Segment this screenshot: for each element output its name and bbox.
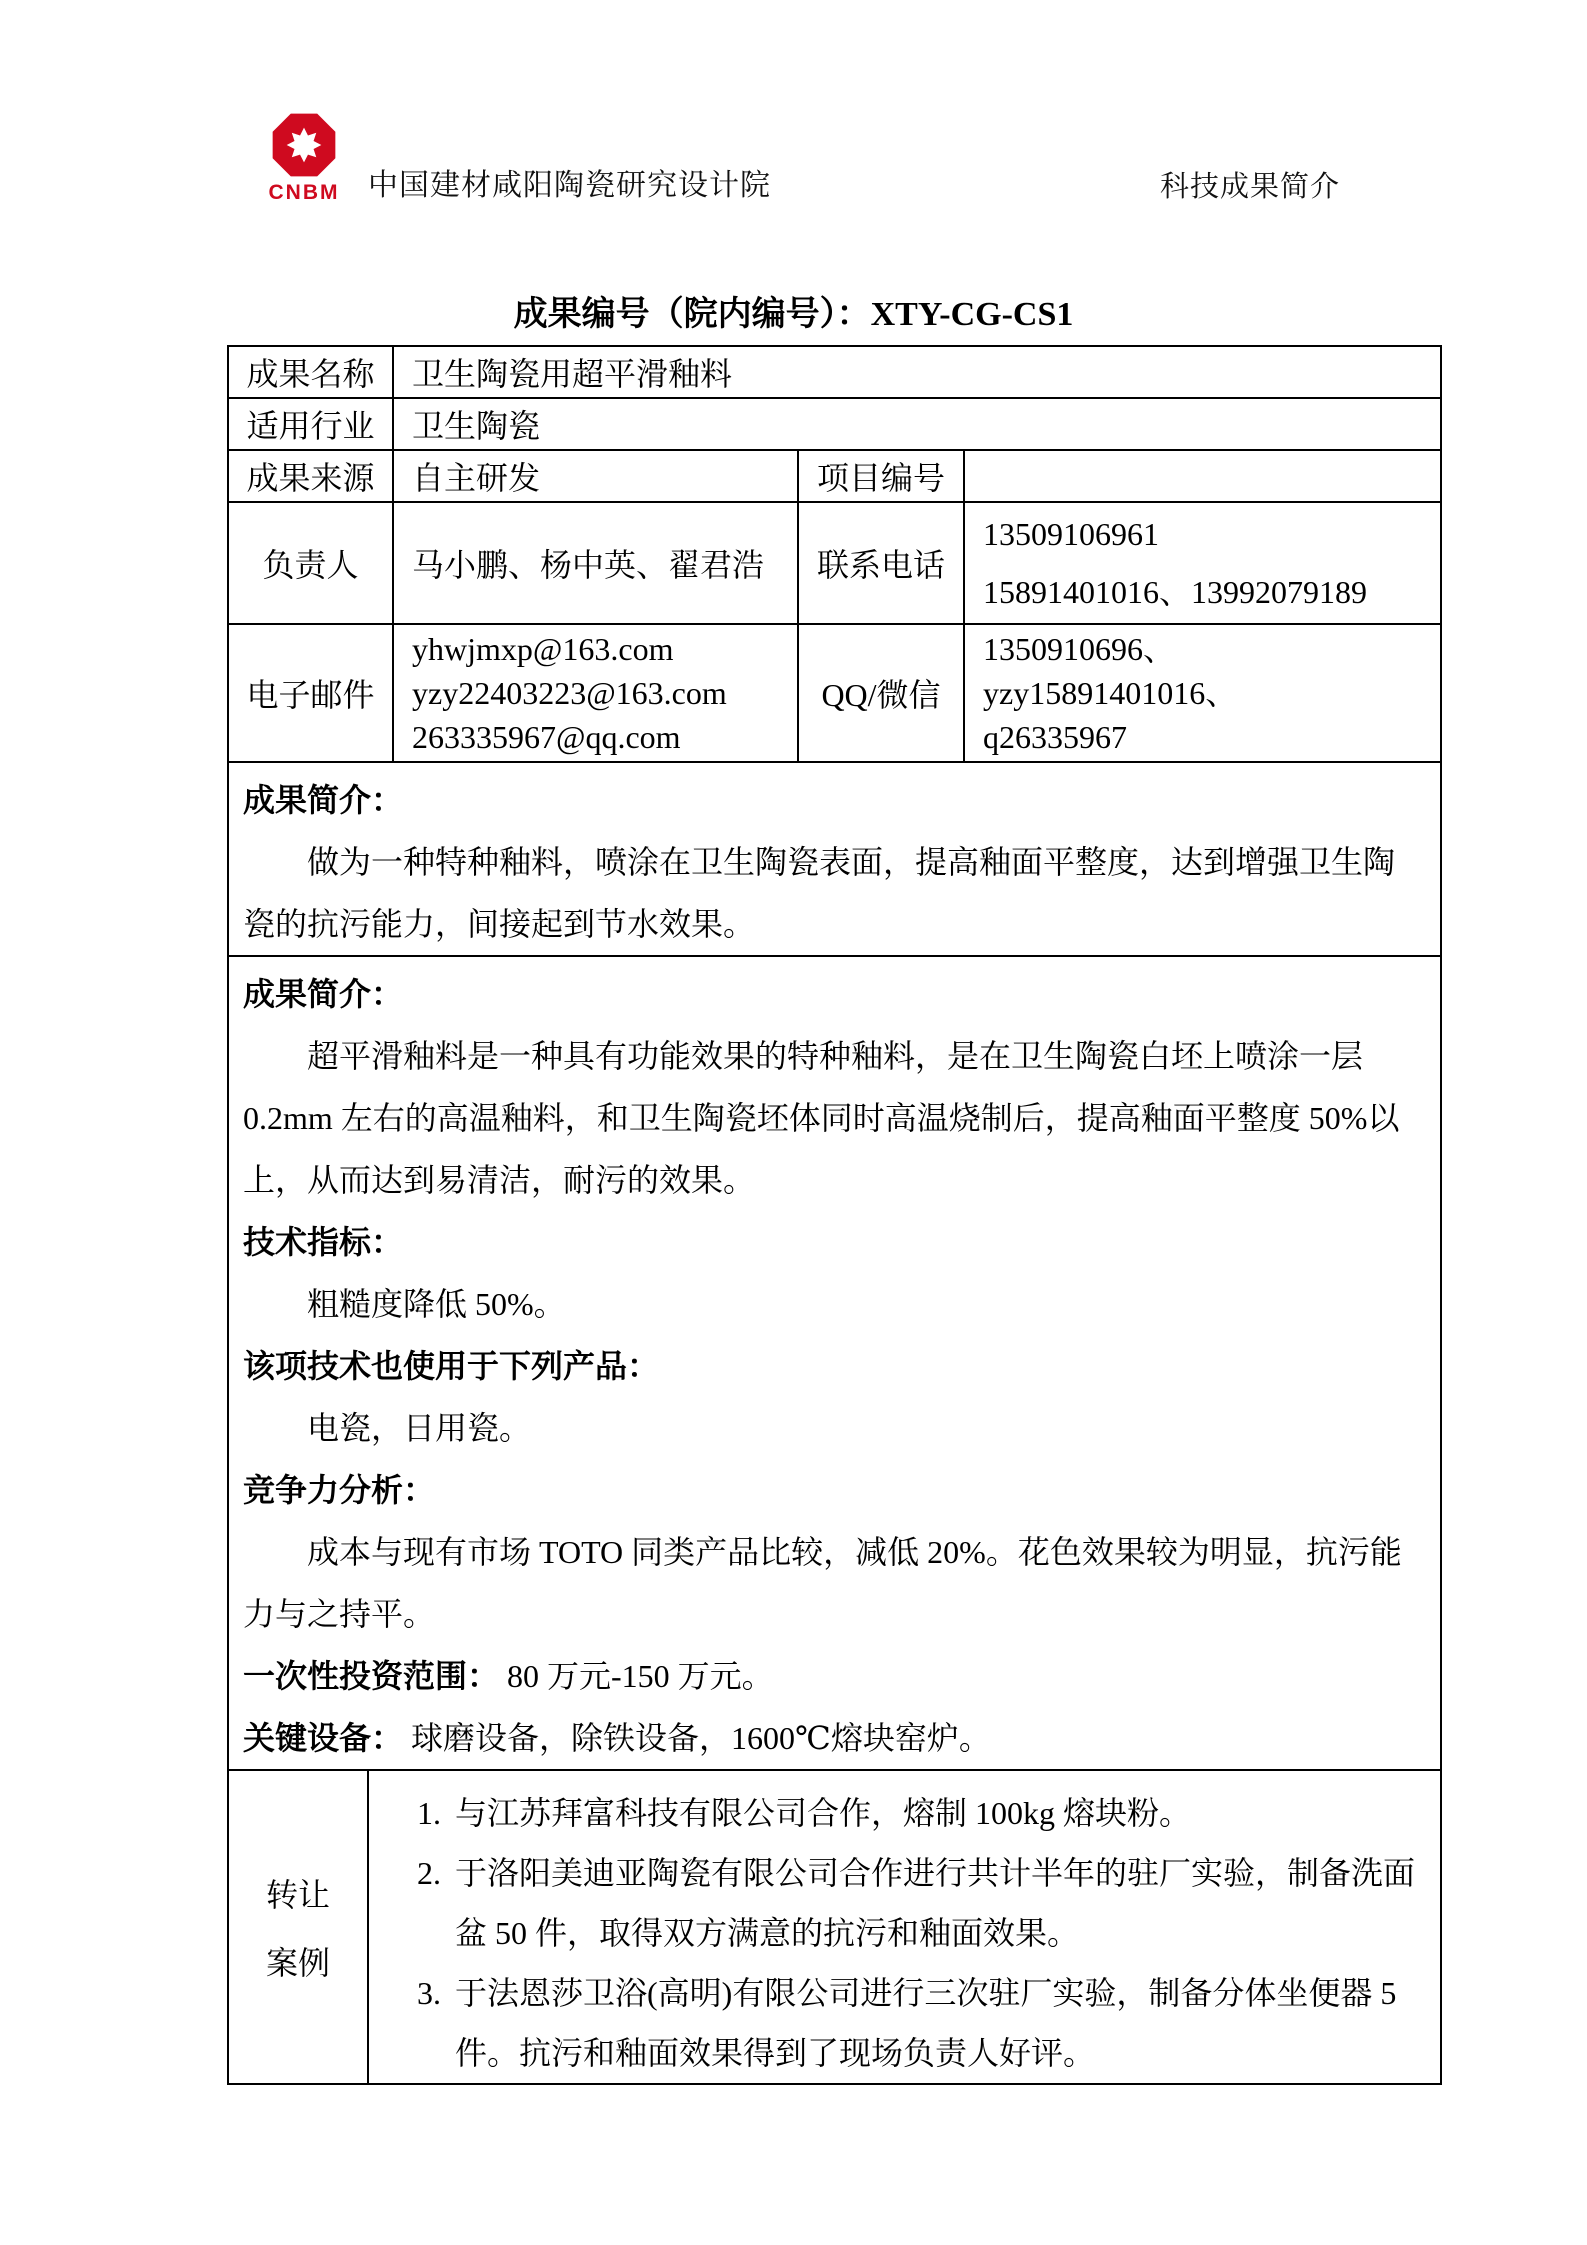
transfer-label-line: 转让	[265, 1877, 330, 1913]
equipment-value: 球磨设备，除铁设备，1600℃熔块窑炉。	[411, 1720, 991, 1756]
table-row	[228, 956, 1441, 1770]
transfer-wrap	[229, 1771, 1440, 2083]
transfer-label-line: 案例	[265, 1945, 330, 1981]
qq-wechat-value	[964, 624, 1441, 762]
industry-label: 适用行业	[228, 398, 393, 450]
investment-value: 80 万元-150 万元。	[507, 1658, 774, 1694]
section-heading: 成果简介：	[243, 976, 404, 1012]
table-row	[228, 624, 1441, 762]
result-name-label: 成果名称	[228, 346, 393, 398]
table-row	[228, 450, 1441, 502]
octagon-star-icon	[271, 112, 337, 178]
source-label: 成果来源	[228, 450, 393, 502]
transfer-case-item: 2. 于洛阳美迪亚陶瓷有限公司合作进行共计半年的驻厂实验，制备洗面盆 50 件，取得双方满意的抗污和釉面效果。	[449, 1843, 1416, 1963]
transfer-cases-label	[229, 1771, 369, 2083]
section-paragraph: 粗糙度降低 50%。	[307, 1286, 566, 1322]
email-line: yzy22403223@163.com	[412, 675, 727, 711]
principal-label: 负责人	[228, 502, 393, 624]
document-type-label: 科技成果简介	[1160, 171, 1341, 203]
phone-line: 15891401016、13992079189	[983, 574, 1368, 610]
table-row	[228, 346, 1441, 398]
section-heading: 该项技术也使用于下列产品：	[243, 1348, 660, 1384]
logo-text: CNBM	[268, 181, 340, 204]
phone-line: 13509106961	[983, 516, 1159, 552]
section-heading: 成果简介：	[243, 782, 404, 818]
email-line: yhwjmxp@163.com	[412, 631, 674, 667]
project-number-value	[964, 450, 1441, 502]
source-value: 自主研发	[393, 450, 798, 502]
section-paragraph: 做为一种特种釉料，喷涂在卫生陶瓷表面，提高釉面平整度，达到增强卫生陶瓷的抗污能力，间接起到节水效果。	[243, 844, 1396, 942]
equipment-line	[243, 1707, 1420, 1769]
qq-wechat-label: QQ/微信	[798, 624, 964, 762]
result-name-value: 卫生陶瓷用超平滑釉料	[393, 346, 1441, 398]
project-number-label: 项目编号	[798, 450, 964, 502]
section-heading: 技术指标：	[243, 1224, 404, 1260]
table-row	[228, 1770, 1441, 2084]
page-title: 成果编号（院内编号）：XTY-CG-CS1	[513, 296, 1074, 333]
intro-section-1	[228, 762, 1441, 956]
institution-name: 中国建材咸阳陶瓷研究设计院	[368, 169, 771, 202]
transfer-case-item: 1. 与江苏拜富科技有限公司合作，熔制 100kg 熔块粉。	[449, 1783, 1416, 1843]
phone-value	[964, 502, 1441, 624]
table-row	[228, 762, 1441, 956]
qq-line: q26335967	[983, 719, 1127, 755]
table-row	[228, 398, 1441, 450]
details-section	[228, 956, 1441, 1770]
cnbm-logo	[252, 112, 356, 205]
section-paragraph: 成本与现有市场 TOTO 同类产品比较，减低 20%。花色效果较为明显，抗污能力与之持平。	[243, 1534, 1402, 1632]
section-paragraph: 电瓷，日用瓷。	[307, 1410, 532, 1446]
section-heading: 竞争力分析：	[243, 1472, 436, 1508]
principal-value: 马小鹏、杨中英、翟君浩	[393, 502, 798, 624]
email-value	[393, 624, 798, 762]
transfer-cases-section	[228, 1770, 1441, 2084]
transfer-case-item: 3. 于法恩莎卫浴(高明)有限公司进行三次驻厂实验，制备分体坐便器 5 件。抗污和釉面效果得到了现场负责人好评。	[449, 1963, 1416, 2083]
section-paragraph: 超平滑釉料是一种具有功能效果的特种釉料，是在卫生陶瓷白坯上喷涂一层 0.2mm 左右的高温釉料，和卫生陶瓷坯体同时高温烧制后，提高釉面平整度 50%以上，从而达到易清洁，耐污的效果。	[243, 1038, 1400, 1198]
email-line: 263335967@qq.com	[412, 719, 681, 755]
investment-line	[243, 1645, 1420, 1707]
table-row	[228, 502, 1441, 624]
phone-label: 联系电话	[798, 502, 964, 624]
industry-value: 卫生陶瓷	[393, 398, 1441, 450]
investment-label: 一次性投资范围：	[243, 1658, 500, 1694]
email-label: 电子邮件	[228, 624, 393, 762]
equipment-label: 关键设备：	[243, 1720, 404, 1756]
achievement-table	[227, 345, 1442, 2085]
qq-line: 1350910696、yzy15891401016、	[983, 631, 1238, 711]
transfer-cases-list	[369, 1771, 1440, 2083]
